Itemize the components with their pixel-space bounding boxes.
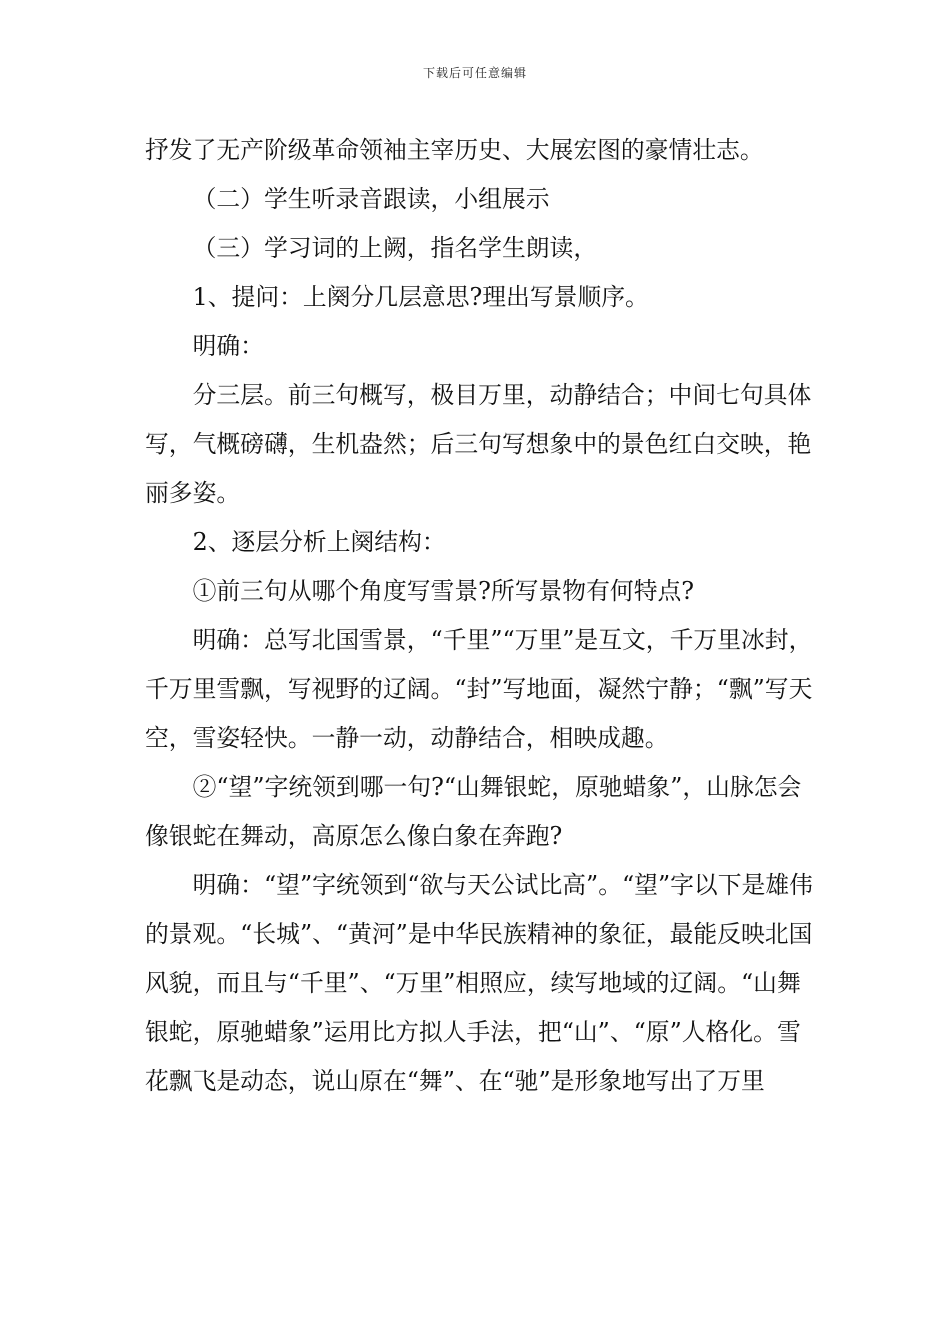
page-header: 下载后可任意编辑 xyxy=(422,66,527,80)
paragraph: 分三层。前三句概写，极目万里，动静结合；中间七句具体写，气概磅礴，生机盎然；后三句写想象中的景色红白交映，艳丽多姿。 xyxy=(145,381,812,507)
paragraph: （二）学生听录音跟读，小组展示 xyxy=(192,185,550,213)
paragraph: 明确：总写北国雪景，“千里”“万里”是互文，千万里冰封，千万里雪飘，写视野的辽阔。“封”写地面，凝然宁静；“飘”写天空，雪姿轻快。一静一动，动静结合，相映成趣。 xyxy=(145,626,813,752)
document-body xyxy=(145,126,813,1106)
paragraph: 抒发了无产阶级革命领袖主宰历史、大展宏图的豪情壮志。 xyxy=(145,136,764,164)
paragraph: 2、逐层分析上阕结构： xyxy=(192,528,446,556)
paragraph: ①前三句从哪个角度写雪景?所写景物有何特点? xyxy=(192,577,695,605)
paragraph: 1、提问：上阕分几层意思?理出写景顺序。 xyxy=(192,283,649,311)
paragraph: （三）学习词的上阙，指名学生朗读， xyxy=(192,234,598,262)
paragraph: 明确： xyxy=(192,332,264,360)
paragraph: 明确：“望”字统领到“欲与天公试比高”。“望”字以下是雄伟的景观。“长城”、“黄河”是中华民族精神的象征，最能反映北国风貌，而且与“千里”、“万里”相照应，续写地域的辽阔。“山舞银蛇，原驰蜡象”运用比方拟人手法，把“山”、“原”人格化。雪花飘飞是动态，说山原在“舞”、在“驰”是形象地写出了万里 xyxy=(145,871,813,1095)
paragraph: ②“望”字统领到哪一句?“山舞银蛇，原驰蜡象”，山脉怎会像银蛇在舞动，高原怎么像白象在奔跑? xyxy=(145,773,802,850)
